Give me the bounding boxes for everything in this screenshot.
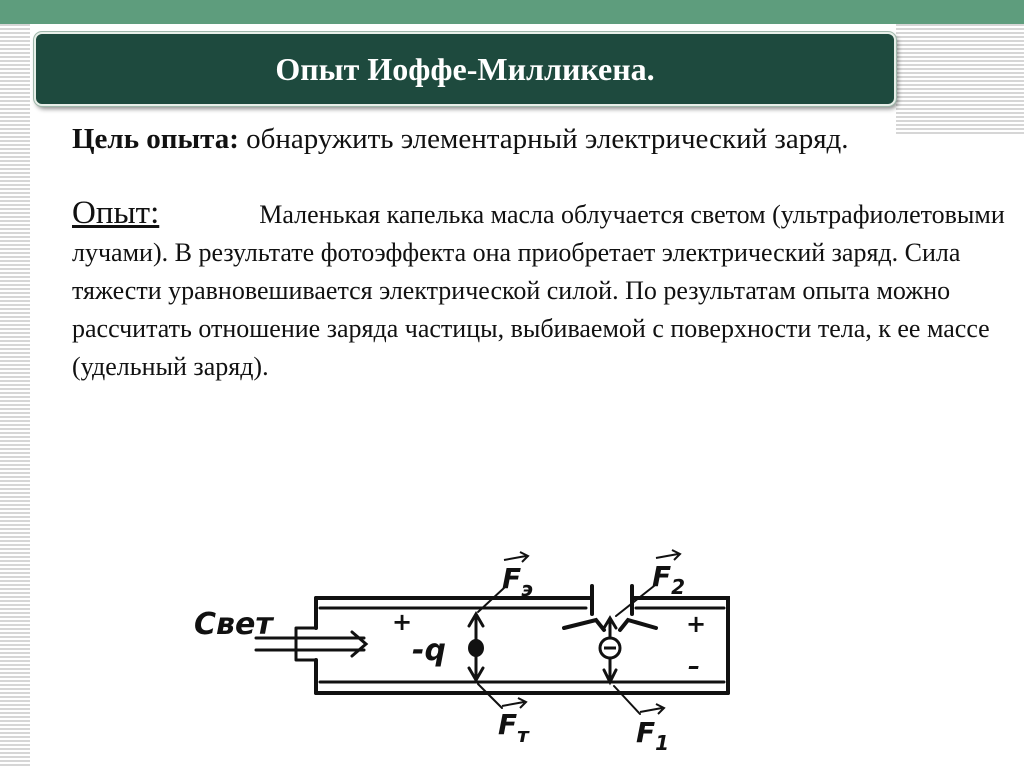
left-decorative-stripes <box>0 24 30 767</box>
slide-title: Опыт Иоффе-Милликена. <box>275 50 655 87</box>
tube-top-right-wall <box>632 598 728 693</box>
slide-title-bar <box>34 32 896 106</box>
force-electric-vector-arrow <box>504 552 528 562</box>
funnel-right <box>620 620 656 630</box>
force-1-vector-arrow <box>640 704 664 714</box>
force-2-label: $F_2$ <box>652 560 686 599</box>
force-gravity-label: $F_т$ <box>498 708 529 747</box>
experiment-text: Маленькая капелька масла облучается светом (ультрафиолетовыми лучами). В результате фотоэффекта она приобретает электрический заряд. Сила тяжести уравновешивается электрической силой. По результатам опыта можно рассчитать отношение заряда частицы, выбиваемой с поверхности тела, к ее массе (удельный заряд). <box>72 200 1005 381</box>
leader-f2 <box>616 586 654 616</box>
millikan-apparatus-diagram <box>186 548 746 760</box>
droplet2-force-down-arrow <box>604 658 616 682</box>
charge-label: -q <box>412 633 446 668</box>
goal-paragraph <box>72 118 1012 160</box>
force-1-label: $F_1$ <box>636 716 670 755</box>
top-color-band <box>0 0 1024 24</box>
plus-sign-right: + <box>686 610 707 638</box>
light-label: Свет <box>194 607 273 642</box>
light-window <box>296 628 316 660</box>
droplet2-force-up-arrow <box>604 618 616 638</box>
light-arrowhead <box>352 632 366 656</box>
plus-sign-left: + <box>392 608 413 636</box>
experiment-label: Опыт: <box>72 195 160 231</box>
goal-label: Цель опыта: <box>72 123 239 155</box>
experiment-paragraph <box>72 194 1012 386</box>
leader-ft <box>478 684 502 708</box>
goal-text: обнаружить элементарный электрический заряд. <box>246 123 849 155</box>
force-gravity-vector-arrow <box>502 698 526 708</box>
force-2-vector-arrow <box>656 550 680 560</box>
leader-f1 <box>614 686 640 714</box>
funnel-left <box>564 620 604 630</box>
force-electric-label: $F_э$ <box>502 562 533 601</box>
slide-body <box>72 118 1012 386</box>
minus-sign-right: – <box>688 652 700 680</box>
oil-droplet-1 <box>468 639 484 657</box>
